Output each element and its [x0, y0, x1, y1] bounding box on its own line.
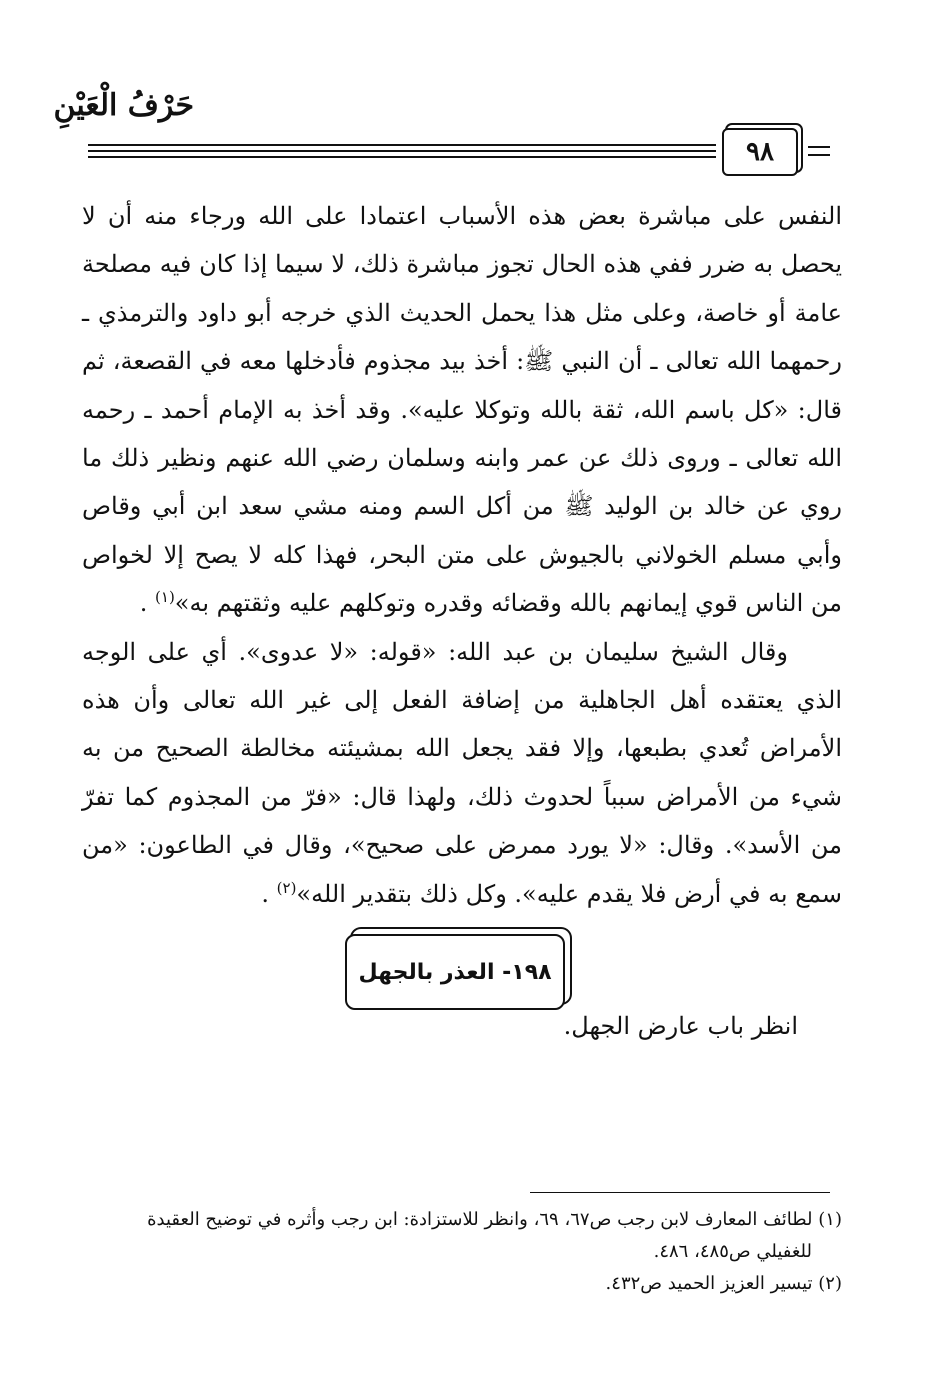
- footnote-mark: (١): [155, 588, 175, 607]
- footnote-item: (٢) تيسير العزيز الحميد ص٤٣٢.: [605, 1273, 842, 1294]
- header-rule: [88, 144, 716, 146]
- page-number-box: [722, 128, 798, 176]
- footnote-item: (١) لطائف المعارف لابن رجب ص٦٧، ٦٩، وانظر للاستزادة: ابن رجب وأثره في توضيح العقيدة: [147, 1209, 842, 1230]
- page-number-dash: [808, 154, 830, 156]
- body-paragraph: النفس على مباشرة بعض هذه الأسباب اعتمادا على الله ورجاء منه أن لا يحصل به ضرر ففي هذه الحال تجوز مباشرة ذلك، لا سيما إذا كان فيه مصلحة عامة أو خاصة، وعلى مثل هذا يحمل الحديث الذي خرجه أبو داود والترمذي ـ رحمهما الله تعالى ـ أن النبي ﷺ: أخذ بيد مجذوم فأدخلها معه في القصعة، ثم قال: «كل باسم الله، ثقة بالله وتوكلا عليه». وقد أخذ به الإمام أحمد ـ رحمه الله تعالى ـ وروى ذلك عن عمر وابنه وسلمان رضي الله عنهم ونظير ذلك ما روي عن خالد بن الوليد ﷺ من أكل السم ومنه مشي سعد ابن أبي وقاص وأبي مسلم الخولاني بالجيوش على متن البحر، فهذا كله لا يصح إلا لخواص من الناس قوي إيمانهم بالله وقضائه وقدره وتوكلهم عليه وثقتهم به»$^{(١)}$ .: [82, 202, 842, 618]
- footnotes: [82, 1204, 842, 1300]
- running-title: حَرْفُ الْعَيْنِ: [53, 88, 194, 123]
- header-rule: [88, 150, 716, 152]
- section-heading-box: [345, 934, 565, 1010]
- footnote-mark: (٢): [276, 878, 297, 897]
- footnote-rule: [530, 1192, 830, 1193]
- section-heading: ١٩٨- العذر بالجهل: [358, 959, 552, 985]
- page-number: ٩٨: [746, 137, 774, 167]
- footnote-continuation: للغفيلي ص٤٨٥، ٤٨٦.: [653, 1241, 812, 1262]
- body-paragraph: وقال الشيخ سليمان بن عبد الله: «قوله: «لا عدوى». أي على الوجه الذي يعتقده أهل الجاهلية من إضافة الفعل إلى غير الله تعالى وأن هذه الأمراض تُعدي بطبعها، وإلا فقد يجعل الله بمشيئته مخالطة الصحيح من به شيء من الأمراض سبباً لحدوث ذلك، ولهذا قال: «فرّ من المجذوم كما تفرّ من الأسد». وقال: «لا يورد ممرض على صحيح»، وقال في الطاعون: «من سمع به في أرض فلا يقدم عليه». وكل ذلك بتقدير الله»$^{(٢)}$ .: [82, 637, 842, 908]
- see-also-text: انظر باب عارض الجهل.: [563, 1012, 798, 1040]
- page-number-dash: [808, 146, 830, 148]
- body-text: [82, 192, 842, 918]
- header-rule: [88, 156, 716, 158]
